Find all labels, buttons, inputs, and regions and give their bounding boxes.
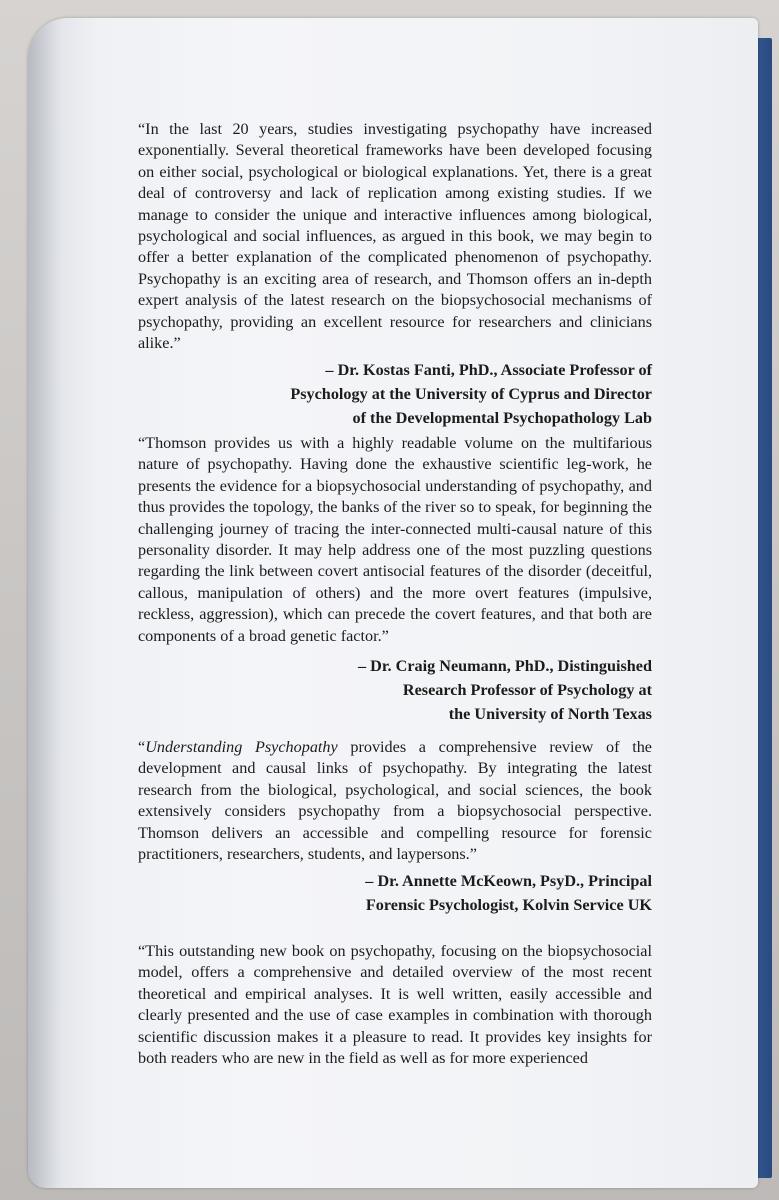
quote-open-mark: “	[138, 738, 146, 756]
book-title: Understanding Psychopathy	[145, 738, 338, 756]
attribution-line: Research Professor of Psychology at	[402, 681, 652, 699]
attribution-line: – Dr. Craig Neumann, PhD., Distinguished	[358, 657, 652, 675]
attribution-line: – Dr. Annette McKeown, PsyD., Principal	[365, 872, 652, 890]
endorsement-attribution-1	[138, 358, 652, 430]
attribution-line: – Dr. Kostas Fanti, PhD., Associate Professor of	[325, 361, 652, 379]
endorsement-quote-1: “In the last 20 years, studies investigating psychopathy have increased exponentially. Several theoretical frameworks have been developed focusing on either social, psychological or biological explanations. Yet, there is a great deal of controversy and lack of replication among existing studies. If we manage to consider the unique and interactive influences among biological, psychological and social influences, as argued in this book, we may begin to offer a better explanation of the complicated phenomenon of psychopathy. Psychopathy is an exciting area of research, and Thomson offers an in-depth expert analysis of the latest research on the biopsychosocial mechanisms of psychopathy, providing an excellent resource for researchers and clinicians alike.”	[138, 120, 652, 353]
endorsement-attribution-2	[138, 654, 652, 726]
attribution-line: Forensic Psychologist, Kolvin Service UK	[365, 896, 652, 914]
quote-body: provides a comprehensive review of the development and causal links of psychopathy. By integrating the latest research from the biological, psychological, and social sciences, the book extensively considers psychopathy from a biopsychosocial perspective. Thomson delivers an accessible and compelling resource for forensic practitioners, researchers, students, and laypersons.”	[138, 738, 652, 864]
attribution-line: Psychology at the University of Cyprus and Director	[290, 385, 652, 403]
endorsement-quote-3	[138, 737, 652, 865]
endorsement-quote-2: “Thomson provides us with a highly readable volume on the multifarious nature of psychopathy. Having done the exhaustive scientific leg-work, he presents the evidence for a biopsychosocial understanding of psychopathy, and thus provides the topology, the banks of the river so to speak, for beginning the challenging journey of tracing the inter-connected multi-causal nature of this personality disorder. It may help address one of the most puzzling questions regarding the link between covert antisocial features of the disorder (deceitful, callous, manipulation of others) and the more overt features (impulsive, reckless, aggression), which can precede the covert features, and that both are components of a broad genetic factor.”	[138, 434, 652, 645]
endorsement-quote-4: “This outstanding new book on psychopathy, focusing on the biopsychosocial model, offers a comprehensive and detailed overview of the most recent theoretical and empirical analyses. It is well written, easily accessible and clearly presented and the use of case examples in combination with thorough scientific discussion makes it a pleasure to read. It provides key insights for both readers who are new in the field as well as for more experienced	[138, 942, 652, 1068]
endorsement-attribution-3	[138, 869, 652, 917]
attribution-line: the University of North Texas	[448, 705, 652, 723]
attribution-line: of the Developmental Psychopathology Lab	[352, 409, 652, 427]
